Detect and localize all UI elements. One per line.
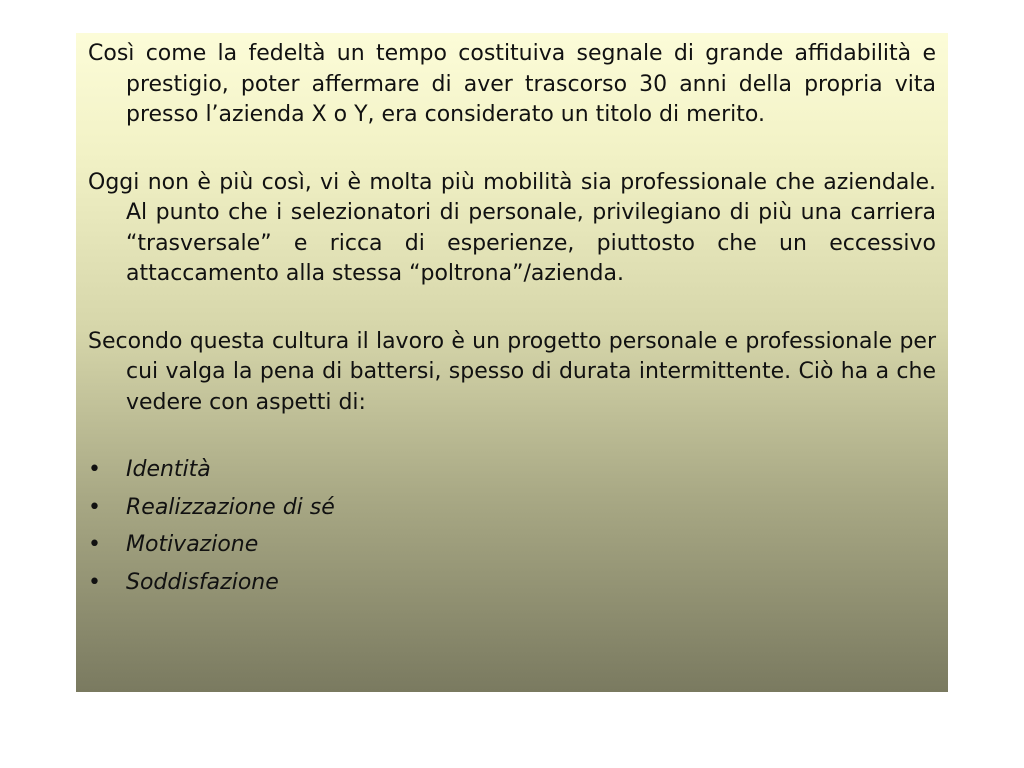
paragraph-fedelta: Così come la fedeltà un tempo costituiva segnale di grande affidabilità e prestigio, poter affermare di aver trascorso 30 anni della propria vita presso l’azienda X o Y, era considerato un titolo di merito. xyxy=(88,41,936,127)
list-item xyxy=(88,530,936,568)
list-item-label: Identità xyxy=(126,457,211,482)
bullet-icon: • xyxy=(88,569,101,595)
paragraph-cultura-lavoro: Secondo questa cultura il lavoro è un progetto personale e professionale per cui valga la pena di battersi, spesso di durata intermittente. Ciò ha a che vedere con aspetti di: xyxy=(88,328,936,415)
list-item-label: Realizzazione di sé xyxy=(126,494,335,520)
bullet-icon: • xyxy=(88,457,101,482)
list-item xyxy=(88,455,936,493)
list-item-label: Motivazione xyxy=(126,532,259,557)
bullet-icon: • xyxy=(88,494,101,520)
bullet-icon: • xyxy=(88,532,101,557)
list-item xyxy=(88,568,936,606)
aspects-list xyxy=(88,455,936,605)
list-item xyxy=(88,493,936,531)
list-item-label: Soddisfazione xyxy=(126,569,279,595)
paragraph-mobilita: Oggi non è più così, vi è molta più mobilità sia professionale che aziendale. Al punto che i selezionatori di personale, privilegiano di più una carriera “trasversale” e ricca di esperienze, piuttosto che un eccessivo attaccamento alla stessa “poltrona”/azienda. xyxy=(88,169,936,286)
text-box xyxy=(76,33,948,692)
